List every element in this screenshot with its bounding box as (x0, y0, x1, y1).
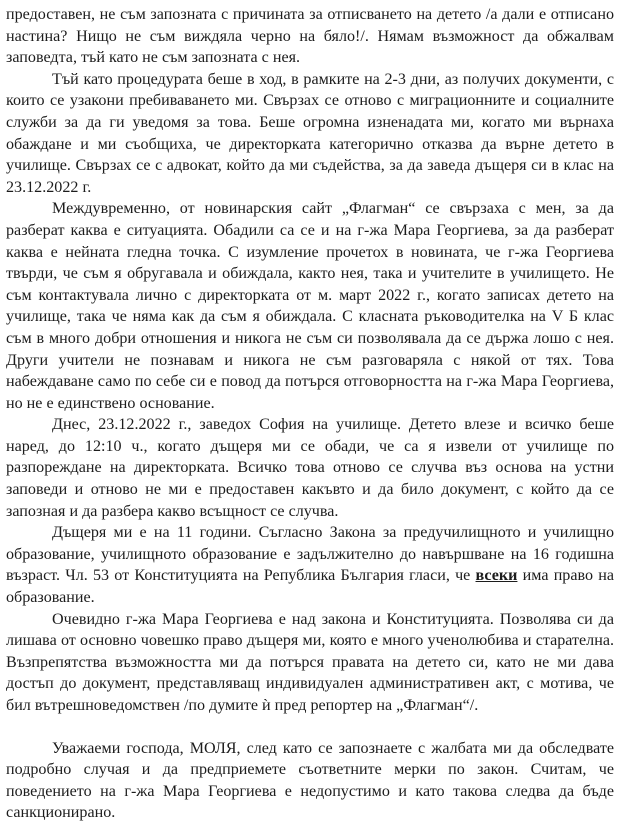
paragraph-7: Уважаеми господа, МОЛЯ, след като се запознаете с жалбата ми да обследвате подробно случая и да предприемете съответните мерки по закон. Считам, че поведението на г-жа Мара Георгиева е недопустимо и като такова следва да бъде санкционирано. (6, 739, 614, 822)
paragraph-5-text-end: има право на образование. (6, 567, 614, 607)
emphasized-word: всеки (475, 567, 518, 585)
paragraph-5 (6, 522, 614, 608)
paragraph-2: Тъй като процедурата беше в ход, в рамките на 2-3 дни, аз получих документи, с които се узакони пребиваването ми. Свързах се отново с миграционните и социалните служби за да ги уведомя за това. Беше огромна изненадата ми, когато ми върнаха обаждане и ми съобщиха, че директорката категорично отказва да върне детето в училище. Свързах се с адвокат, който да ми съдейства, за да заведа дъщеря си в клас на 23.12.2022 г. (6, 70, 614, 196)
paragraph-spacer (6, 717, 614, 738)
paragraph-5-text-start: Дъщеря ми е на 11 години. Съгласно Закона за предучилищното и училищно образование, училищното образование е задължително до навършване на 16 годишна възраст. Чл. 53 от Конституцията на Република България гласи, че (6, 524, 614, 585)
letter-page (6, 4, 614, 824)
paragraph-4: Днес, 23.12.2022 г., заведох София на училище. Детето влезе и всичко беше наред, до 12:10 ч., когато дъщеря ми се обади, че са я извели от училище по разпореждане на директорката. Всичко това отново се случва въз основа на устни заповеди и отново не ми е предоставен какъвто и да било документ, с който да се запозная и да разбера какво всъщност се случва. (6, 416, 614, 520)
paragraph-1: предоставен, не съм запозната с причината за отписването на детето /а дали е отписано настина? Нищо не съм виждяла черно на бяло!/. Нямам възможност да обжалвам заповедта, тъй като не съм запозната с нея. (6, 6, 614, 67)
paragraph-3: Междувременно, от новинарския сайт „Флагман“ се свързаха с мен, за да разберат каква е ситуацията. Обадили са се и на г-жа Мара Георгиева, за да разберат каква е нейната гледна точка. С изумление прочетох в новината, че г-жа Георгиева твърди, че съм я обругавала и обиждала, както нея, така и учителите в училището. Не съм контактувала лично с директорката от м. март 2022 г., когато записах детето на училище, така че няма как да съм я обиждала. С класната ръководителка на V Б клас съм в много добри отношения и никога не съм си позволявала да се държа лошо с нея. Други учители не познавам и никога не съм разговаряла с някой от тях. Това набеждаване само по себе си е повод да потърся отговорността на г-жа Мара Георгиева, но не е единствено основание. (6, 200, 614, 412)
paragraph-6: Очевидно г-жа Мара Георгиева е над закона и Конституцията. Позволява си да лишава от основно човешко право дъщеря ми, която е много ученолюбива и старателна. Възпрепятства възможността ми да потърся правата на детето си, като не ми дава достъп до документ, представляващ индивидуален административен акт, с мотива, че бил вътрешноведомствен /по думите ѝ пред репортер на „Флагман“/. (6, 610, 614, 714)
